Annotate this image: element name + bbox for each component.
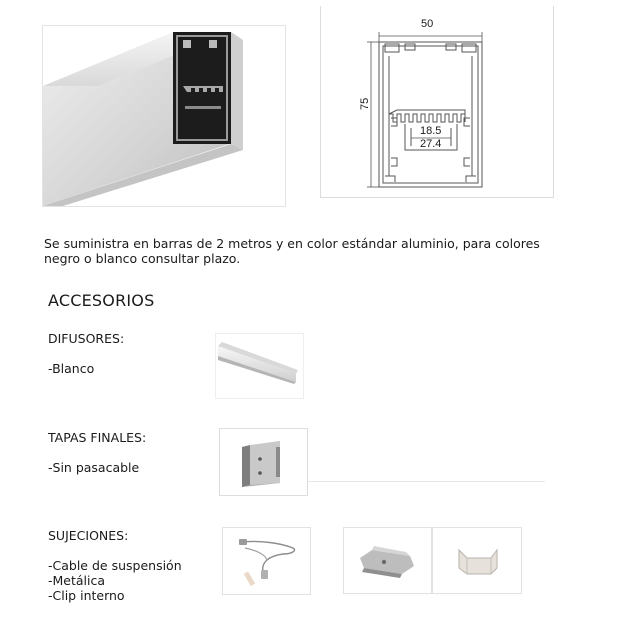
technical-drawing (320, 6, 554, 198)
end-cap-photo (219, 428, 308, 496)
tapas-item-sin-pasacable: -Sin pasacable (48, 460, 140, 475)
inner-dimension-label-1: 18.5 (420, 125, 442, 137)
height-dimension-label: 75 (359, 97, 371, 110)
internal-clip-photo (432, 527, 522, 594)
inner-dimension-label-2: 27.4 (420, 138, 442, 150)
accessories-title: ACCESORIOS (48, 291, 155, 310)
intro-text-line-1: Se suministra en barras de 2 metros y en color estándar aluminio, para colores (44, 236, 540, 251)
profile-photo (42, 25, 286, 207)
sujeciones-item-metalica: -Metálica (48, 573, 106, 588)
sujeciones-heading: SUJECIONES: (48, 528, 129, 543)
suspension-cable-photo (222, 527, 311, 595)
sujeciones-item-clip: -Clip interno (48, 588, 125, 603)
metal-bracket-photo (343, 527, 432, 594)
diffuser-photo (215, 333, 304, 399)
intro-text-line-2: negro o blanco consultar plazo. (44, 251, 241, 266)
divider-line (308, 481, 545, 482)
difusores-heading: DIFUSORES: (48, 331, 125, 346)
sujeciones-item-cable: -Cable de suspensión (48, 558, 182, 573)
tapas-heading: TAPAS FINALES: (48, 430, 147, 445)
difusores-item-blanco: -Blanco (48, 361, 95, 376)
width-dimension-label: 50 (421, 18, 434, 30)
